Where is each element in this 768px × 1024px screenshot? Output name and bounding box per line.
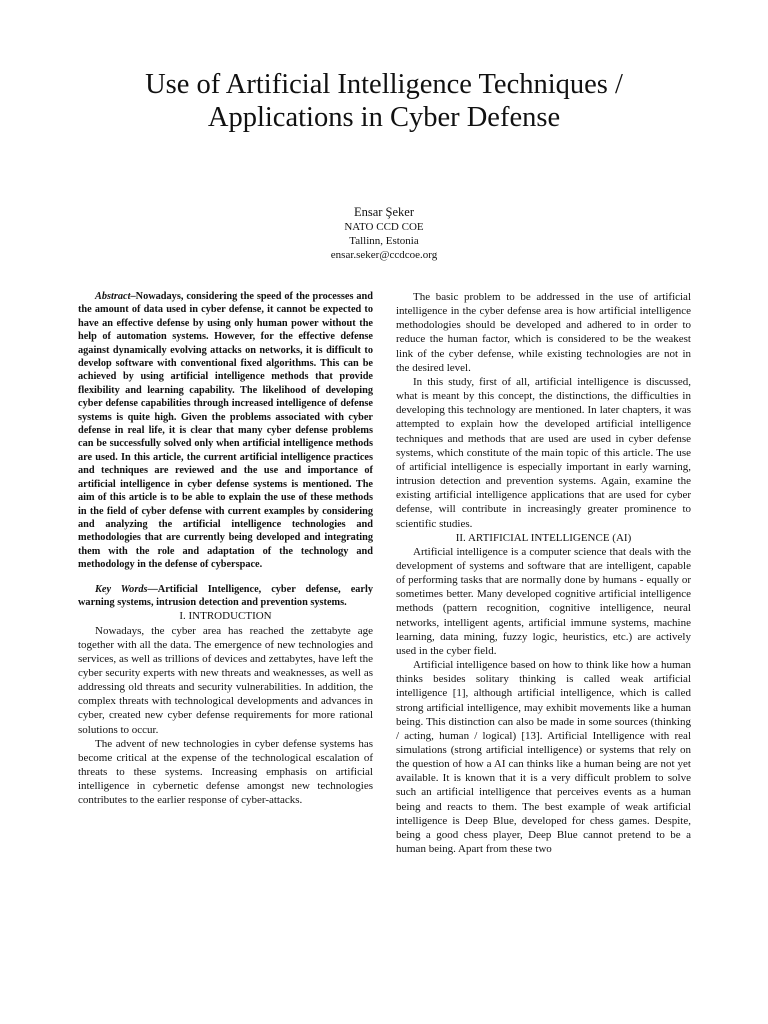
keywords-text: Artificial Intelligence, cyber defense, early warning systems, intrusion detection and prevention systems.	[78, 583, 373, 608]
author-email: ensar.seker@ccdcoe.org	[330, 249, 438, 261]
intro-paragraph: In this study, first of all, artificial intelligence is discussed, what is meant by this concept, the distinctions, the difficulties in developing this technology are mentioned. In later chapters, it was attempted to explain how the developed artificial intelligence techniques and methods that are used are used in cyber defense systems, which constitute of the main topic of this article. The use of artificial intelligence is especially important in early warning, intrusion detection and prevention systems. Again, examine the existing artificial intelligence applications that are used for cyber defense, will contribute in increasingly greater prominence to scientific studies.	[396, 375, 691, 530]
abstract-dash: –	[130, 291, 136, 302]
keywords-dash: —	[147, 583, 158, 595]
author-block	[0, 204, 768, 262]
intro-paragraph: Nowadays, the cyber area has reached the zettabyte age together with all the data. The emergence of new technologies and services, as well as trillions of devices and zettabytes, have left the cyber security experts with new threats and weaknesses, as well as addressing old threats and security vulnerabilities. In addition, the complex threats with technological developments and advances in cyber, created new cyber defense requirements for more rational solutions to occur.	[78, 624, 373, 736]
author-affiliation: NATO CCD COE	[344, 221, 424, 233]
abstract-text: Nowadays, considering the speed of the processes and the amount of data used in cyber defense, it cannot be expected to have an effective defense by using only human power without the help of automation systems. However, for the effective defense against dynamically evolving attacks on networks, it is difficult to develop software with conventional fixed algorithms. This can be achieved by using artificial intelligence methods that provide flexibility and learning capability. The likelihood of developing cyber defense capabilities through increased intelligence of defense systems is quite high. Given the problems associated with cyber defense in real life, it is clear that many cyber defense problems can be successfully solved only when artificial intelligence methods are used. In this article, the current artificial intelligence practices and techniques are reviewed and the use and importance of artificial intelligence in cyber defense systems is mentioned. The aim of this article is to be able to explain the use of these methods in the field of cyber defense with current examples by considering and analyzing the artificial intelligence technologies and methodologies that are currently being developed and integrating them with the role and adaptation of the technology and methodology in the defense of cyberspace.	[78, 291, 373, 571]
section-heading-introduction: I. INTRODUCTION	[179, 610, 272, 623]
right-column	[396, 290, 691, 856]
keywords-lead: Key Words	[95, 583, 148, 595]
paper-title	[0, 68, 768, 134]
intro-paragraph: The advent of new technologies in cyber defense systems has become critical at the expense of the technological escalation of threats to these systems. Increasing emphasis on artificial intelligence in cybernetic defense amongst new technologies contributes to the earlier response of cyber-attacks.	[78, 737, 373, 807]
author-name: Ensar Şeker	[353, 205, 415, 219]
paper-title-line-1: Use of Artificial Intelligence Techniques /	[145, 69, 623, 100]
keywords	[78, 583, 373, 610]
ai-paragraph: Artificial intelligence is a computer science that deals with the development of systems and software that are intelligent, capable of performing tasks that are normally done by humans - equally or sometimes better. Many developed cognitive artificial intelligence methods (pattern recognition, cognitive intelligence, neural networks, intelligent agents, artificial immune systems, machine learning, data mining, fuzzy logic, heuristics, etc.) are actively used in the cyber field.	[396, 545, 691, 657]
section-heading-artificial-intelligence: II. ARTIFICIAL INTELLIGENCE (AI)	[455, 531, 632, 544]
abstract	[78, 290, 373, 572]
left-column	[78, 290, 373, 808]
abstract-lead: Abstract	[95, 291, 131, 302]
author-location: Tallinn, Estonia	[349, 235, 419, 247]
ai-paragraph: Artificial intelligence based on how to think like how a human thinks besides solitary thinking is called weak artificial intelligence [1], although artificial intelligence, which is called strong artificial intelligence, may exhibit movements like a human being. This distinction can also be made in some sources (thinking / acting, human / logical) [13]. Artificial Intelligence with real simulations (strong artificial intelligence) or systems that rely on the question of how a AI can thinks like a human being are not yet available. It is known that it is a very difficult problem to solve such an artificial intelligence that perceives events as a human being and reacts to them. The best example of weak artificial intelligence is Deep Blue, developed for chess games. Despite, being a good chess player, Deep Blue cannot pretend to be a human being. Apart from these two	[396, 659, 691, 856]
paper-title-line-2: Applications in Cyber Defense	[207, 102, 561, 133]
intro-paragraph: The basic problem to be addressed in the use of artificial intelligence in the cyber defense area is how artificial intelligence methodologies should be developed and adhered to in order to reduce the human factor, which is considered to be the weakest link of the cyber defense, while existing technologies are not in the desired level.	[396, 291, 691, 374]
